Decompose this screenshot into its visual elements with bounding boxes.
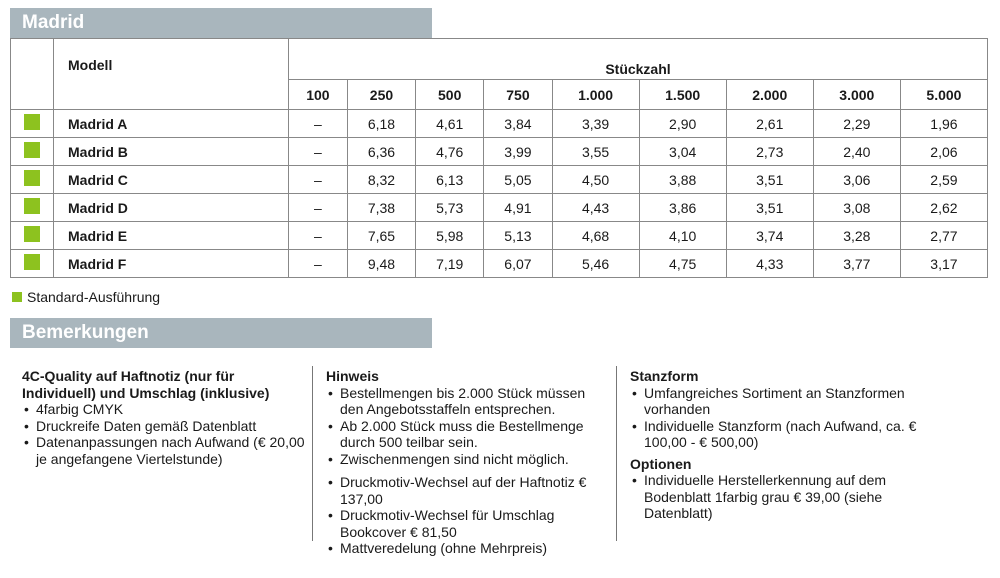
price-cell: 3,74 (726, 222, 813, 250)
price-cell: 2,77 (900, 222, 987, 250)
standard-marker (24, 226, 40, 242)
remarks-column-note (326, 368, 608, 557)
note-heading: Hinweis (326, 368, 379, 384)
list-item: • Bestellmengen bis 2.000 Stück müssen den Angebotsstaffeln entsprechen. (326, 385, 608, 418)
model-name: Madrid A (54, 110, 289, 138)
price-cell: – (289, 166, 348, 194)
price-cell: – (289, 194, 348, 222)
legend-swatch (12, 292, 22, 302)
options-list (630, 472, 920, 522)
price-cell: 4,91 (484, 194, 552, 222)
price-cell: 3,99 (484, 138, 552, 166)
price-cell: 2,40 (813, 138, 900, 166)
table-row (11, 110, 988, 138)
remarks-column-print (22, 368, 312, 467)
table-row (11, 138, 988, 166)
table-row (11, 194, 988, 222)
model-name: Madrid C (54, 166, 289, 194)
standard-marker (24, 142, 40, 158)
price-cell: 3,77 (813, 250, 900, 278)
price-cell: 9,48 (347, 250, 415, 278)
price-cell: 7,38 (347, 194, 415, 222)
price-cell: 4,68 (552, 222, 639, 250)
price-cell: – (289, 250, 348, 278)
price-cell: 4,76 (416, 138, 484, 166)
quantity-col-header: 750 (484, 80, 552, 110)
options-heading: Optionen (630, 455, 692, 472)
list-item: • Druckreife Daten gemäß Datenblatt (22, 418, 312, 435)
price-cell: 1,96 (900, 110, 987, 138)
list-item: • Zwischenmengen sind nicht möglich. (326, 451, 608, 468)
price-cell: 6,18 (347, 110, 415, 138)
remarks-column-die (630, 368, 920, 522)
list-item: • Druckmotiv-Wechsel auf der Haftnotiz € 137,00 (326, 474, 608, 507)
price-cell: 2,61 (726, 110, 813, 138)
price-cell: 3,28 (813, 222, 900, 250)
quantity-col-header: 5.000 (900, 80, 987, 110)
price-cell: 5,73 (416, 194, 484, 222)
price-cell: – (289, 110, 348, 138)
price-cell: 4,10 (639, 222, 726, 250)
list-item: • Umfangreiches Sortiment an Stanzformen vorhanden (630, 385, 920, 418)
section-title-madrid: Madrid (10, 8, 432, 38)
quantity-col-header: 2.000 (726, 80, 813, 110)
price-cell: 3,51 (726, 194, 813, 222)
price-cell: 3,55 (552, 138, 639, 166)
quantity-col-header: 250 (347, 80, 415, 110)
price-cell: 3,17 (900, 250, 987, 278)
price-cell: 3,39 (552, 110, 639, 138)
price-cell: 4,43 (552, 194, 639, 222)
legend-column-header (11, 39, 54, 110)
section-title-remarks: Bemerkungen (10, 318, 432, 348)
table-row (11, 250, 988, 278)
list-item: • Druckmotiv-Wechsel für Umschlag Bookcover € 81,50 (326, 507, 608, 540)
price-cell: 6,07 (484, 250, 552, 278)
price-cell: 2,90 (639, 110, 726, 138)
list-item: • Mattveredelung (ohne Mehrpreis) (326, 540, 608, 557)
column-divider (312, 366, 313, 541)
price-cell: 2,29 (813, 110, 900, 138)
print-list (22, 401, 312, 467)
price-cell: 8,32 (347, 166, 415, 194)
price-cell: 3,06 (813, 166, 900, 194)
legend (12, 289, 160, 305)
list-item: • Ab 2.000 Stück muss die Bestellmenge durch 500 teilbar sein. (326, 418, 608, 451)
standard-marker (24, 198, 40, 214)
standard-marker-cell (11, 166, 54, 194)
list-item: • 4farbig CMYK (22, 401, 312, 418)
quantity-col-header: 1.000 (552, 80, 639, 110)
standard-marker-cell (11, 110, 54, 138)
price-cell: 2,73 (726, 138, 813, 166)
quantity-header: Stückzahl (289, 39, 988, 80)
price-cell: 4,75 (639, 250, 726, 278)
table-row (11, 222, 988, 250)
note-list (326, 385, 608, 468)
price-cell: 4,33 (726, 250, 813, 278)
standard-marker (24, 254, 40, 270)
price-cell: – (289, 138, 348, 166)
list-item: • Individuelle Stanzform (nach Aufwand, ca. € 100,00 - € 500,00) (630, 418, 920, 451)
table-row (11, 166, 988, 194)
price-cell: 7,65 (347, 222, 415, 250)
model-name: Madrid B (54, 138, 289, 166)
die-heading: Stanzform (630, 368, 699, 384)
price-cell: – (289, 222, 348, 250)
column-divider (616, 366, 617, 541)
price-cell: 5,13 (484, 222, 552, 250)
price-cell: 5,46 (552, 250, 639, 278)
price-cell: 7,19 (416, 250, 484, 278)
price-cell: 3,88 (639, 166, 726, 194)
standard-marker-cell (11, 250, 54, 278)
price-cell: 3,86 (639, 194, 726, 222)
price-cell: 2,59 (900, 166, 987, 194)
quantity-col-header: 100 (289, 80, 348, 110)
standard-marker (24, 170, 40, 186)
quantity-col-header: 500 (416, 80, 484, 110)
standard-marker (24, 114, 40, 130)
list-item: • Individuelle Herstellerkennung auf dem Bodenblatt 1farbig grau € 39,00 (siehe Datenblatt) (630, 472, 920, 522)
price-cell: 2,62 (900, 194, 987, 222)
standard-marker-cell (11, 138, 54, 166)
price-cell: 2,06 (900, 138, 987, 166)
price-cell: 4,61 (416, 110, 484, 138)
price-cell: 6,36 (347, 138, 415, 166)
price-cell: 3,84 (484, 110, 552, 138)
price-cell: 3,04 (639, 138, 726, 166)
price-cell: 5,05 (484, 166, 552, 194)
price-cell: 5,98 (416, 222, 484, 250)
legend-label: Standard-Ausführung (27, 289, 161, 305)
model-name: Madrid E (54, 222, 289, 250)
print-heading: 4C-Quality auf Haftnotiz (nur für Individuell) und Umschlag (inklusive) (22, 368, 270, 401)
note-list-extras (326, 474, 608, 557)
quantity-col-header: 1.500 (639, 80, 726, 110)
standard-marker-cell (11, 222, 54, 250)
price-cell: 4,50 (552, 166, 639, 194)
quantity-col-header: 3.000 (813, 80, 900, 110)
price-table (10, 38, 988, 278)
price-cell: 3,08 (813, 194, 900, 222)
model-name: Madrid F (54, 250, 289, 278)
price-cell: 3,51 (726, 166, 813, 194)
model-header: Modell (54, 39, 289, 110)
model-name: Madrid D (54, 194, 289, 222)
list-item: • Datenanpassungen nach Aufwand (€ 20,00 je angefangene Viertelstunde) (22, 434, 312, 467)
price-cell: 6,13 (416, 166, 484, 194)
die-list (630, 385, 920, 451)
standard-marker-cell (11, 194, 54, 222)
